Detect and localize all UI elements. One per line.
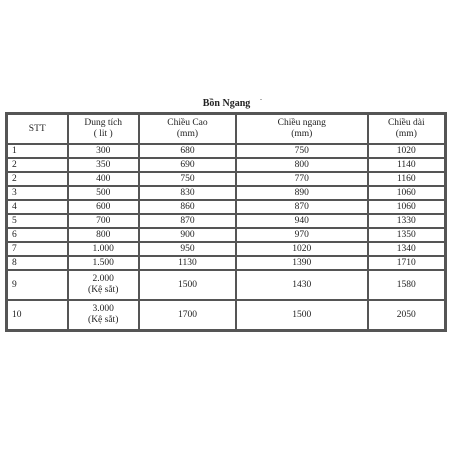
header-width-line1: Chiều ngang <box>277 118 326 128</box>
table-row <box>7 300 445 330</box>
cell-capacity-value: 3.000 <box>92 304 114 314</box>
cell-capacity <box>68 270 139 300</box>
table-row <box>7 214 445 228</box>
table-row <box>7 270 445 300</box>
cell-capacity <box>68 300 139 330</box>
cell-stt: 6 <box>7 228 68 242</box>
cell-capacity: 1.500 <box>68 256 139 270</box>
cell-width: 870 <box>236 200 368 214</box>
cell-stt: 2 <box>7 158 68 172</box>
header-row <box>7 114 445 144</box>
header-width <box>236 114 368 144</box>
cell-width: 1020 <box>236 242 368 256</box>
cell-capacity: 600 <box>68 200 139 214</box>
cell-capacity-note: (Kệ sắt) <box>88 315 119 325</box>
header-height-line2: (mm) <box>176 129 198 139</box>
spec-table <box>5 112 447 332</box>
cell-width: 970 <box>236 228 368 242</box>
table-row <box>7 228 445 242</box>
header-length-line1: Chiều dài <box>387 118 425 128</box>
cell-width: 1500 <box>236 300 368 330</box>
header-stt-line1: STT <box>28 123 46 134</box>
cell-height: 950 <box>139 242 236 256</box>
cell-height: 750 <box>139 172 236 186</box>
table-row <box>7 158 445 172</box>
header-capacity <box>68 114 139 144</box>
cell-height: 870 <box>139 214 236 228</box>
cell-height: 860 <box>139 200 236 214</box>
cell-width: 750 <box>236 144 368 158</box>
cell-stt: 8 <box>7 256 68 270</box>
cell-stt: 9 <box>7 270 68 300</box>
cell-length: 2050 <box>368 300 445 330</box>
cell-capacity: 800 <box>68 228 139 242</box>
cell-capacity-note: (Kệ sắt) <box>88 285 119 295</box>
table-row <box>7 242 445 256</box>
cell-stt: 4 <box>7 200 68 214</box>
header-capacity-line2: ( lit ) <box>93 129 113 139</box>
cell-height: 690 <box>139 158 236 172</box>
cell-capacity: 700 <box>68 214 139 228</box>
cell-length: 1020 <box>368 144 445 158</box>
cell-width: 1390 <box>236 256 368 270</box>
cell-length: 1160 <box>368 172 445 186</box>
cell-length: 1350 <box>368 228 445 242</box>
cell-length: 1580 <box>368 270 445 300</box>
cell-length: 1330 <box>368 214 445 228</box>
cell-stt: 1 <box>7 144 68 158</box>
cell-capacity: 300 <box>68 144 139 158</box>
cell-length: 1060 <box>368 186 445 200</box>
cell-height: 900 <box>139 228 236 242</box>
table-row <box>7 186 445 200</box>
table-title: Bồn Ngang <box>202 98 251 109</box>
cell-capacity: 350 <box>68 158 139 172</box>
table-row <box>7 172 445 186</box>
cell-length: 1060 <box>368 200 445 214</box>
cell-length: 1710 <box>368 256 445 270</box>
cell-height: 1130 <box>139 256 236 270</box>
cell-width: 1430 <box>236 270 368 300</box>
table-row <box>7 200 445 214</box>
header-stt <box>7 114 68 144</box>
cell-capacity: 400 <box>68 172 139 186</box>
table-row <box>7 144 445 158</box>
header-height-line1: Chiều Cao <box>167 118 208 128</box>
cell-height: 1500 <box>139 270 236 300</box>
cell-stt: 5 <box>7 214 68 228</box>
cell-length: 1340 <box>368 242 445 256</box>
header-width-line2: (mm) <box>291 129 313 139</box>
cell-height: 830 <box>139 186 236 200</box>
cell-width: 940 <box>236 214 368 228</box>
cell-stt: 7 <box>7 242 68 256</box>
cell-stt: 10 <box>7 300 68 330</box>
cell-stt: 2 <box>7 172 68 186</box>
table-row <box>7 256 445 270</box>
header-length-line2: (mm) <box>395 129 417 139</box>
cell-width: 800 <box>236 158 368 172</box>
cell-capacity: 1.000 <box>68 242 139 256</box>
cell-stt: 3 <box>7 186 68 200</box>
cell-capacity: 500 <box>68 186 139 200</box>
cell-width: 890 <box>236 186 368 200</box>
title-mark: . <box>260 93 262 102</box>
cell-height: 680 <box>139 144 236 158</box>
header-capacity-line1: Dung tích <box>84 118 123 128</box>
header-length <box>368 114 445 144</box>
cell-height: 1700 <box>139 300 236 330</box>
cell-length: 1140 <box>368 158 445 172</box>
cell-width: 770 <box>236 172 368 186</box>
cell-capacity-value: 2.000 <box>92 274 114 284</box>
header-height <box>139 114 236 144</box>
